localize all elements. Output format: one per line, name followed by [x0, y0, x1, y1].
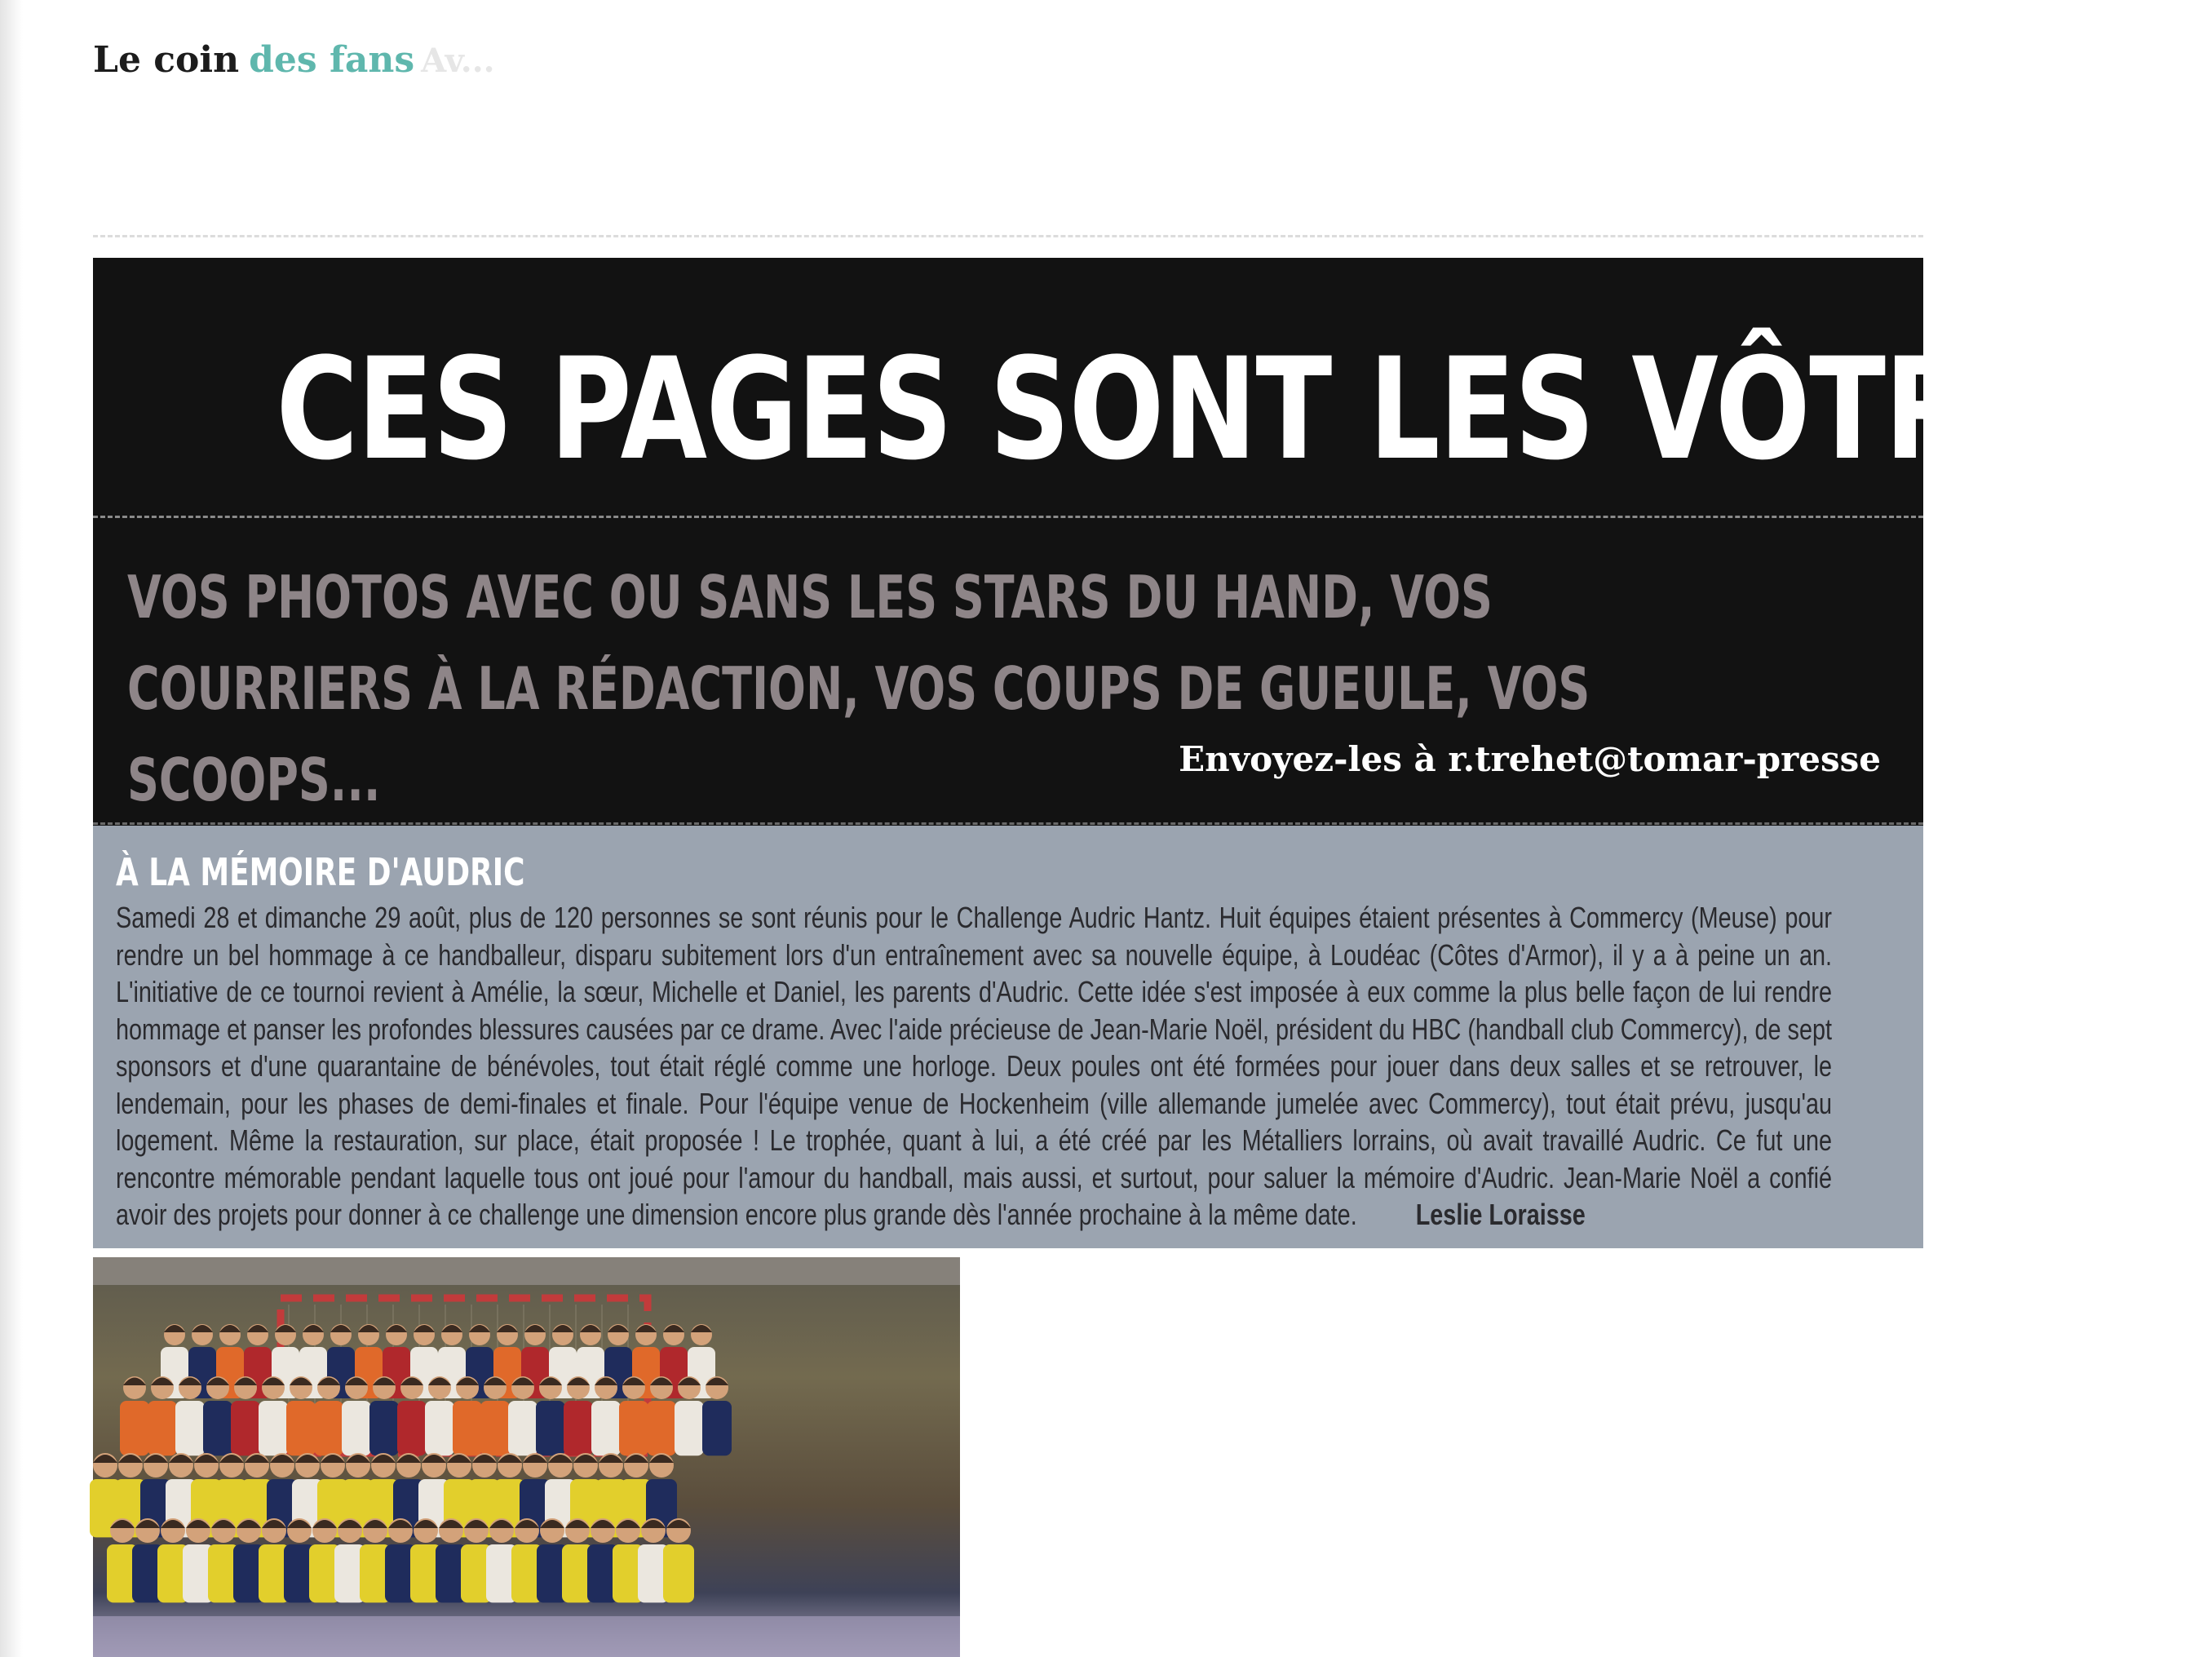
person-hair [691, 1325, 712, 1332]
person-shirt [480, 1401, 510, 1455]
person-hair [303, 1325, 324, 1332]
person-shirt [453, 1401, 482, 1455]
person-hair [524, 1325, 546, 1332]
person-shirt [702, 1401, 732, 1455]
section-label-accent: des fans [249, 39, 415, 81]
person-hair [245, 1455, 269, 1463]
person-hair [330, 1325, 352, 1332]
person-shirt [259, 1401, 288, 1455]
person-hair [635, 1325, 657, 1332]
photo-crowd [90, 1324, 732, 1602]
person-shirt [619, 1401, 648, 1455]
person-shirt [286, 1401, 316, 1455]
person-hair [270, 1455, 294, 1463]
person-shirt [175, 1401, 205, 1455]
person-hair [123, 1378, 146, 1386]
article-body [116, 899, 1832, 1234]
person-shirt [663, 1544, 694, 1602]
banner-headline: CES PAGES SONT LES VÔTRES ! [276, 327, 2212, 491]
person-shirt [564, 1401, 593, 1455]
photo-court-floor [93, 1616, 960, 1657]
article-text: Samedi 28 et dimanche 29 août, plus de 120 personnes se sont réunis pour le Challenge Audric Hantz. Huit équipes étaient présentes à Commercy (Meuse) pour rendre un bel hommage à ce handballeur, disparu subitement lors d'un entraînement avec sa nouvelle équipe, à Loudéac (Côtes d'Armor), il y a à peine un an. L'initiative de ce tournoi revient à Amélie, la sœur, Michelle et Daniel, les parents d'Audric. Cette idée s'est imposée à eux comme la plus belle façon de lui rendre hommage et panser les profondes blessures causées par ce drame. Avec l'aide précieuse de Jean-Marie Noël, président du HBC (handball club Commercy), de sept sponsors et d'une quarantaine de bénévoles, tout était réglé comme une horloge. Deux poules ont été formées pour jouer dans deux salles et se retrouver, le lendemain, pour les phases de demi-finales et finale. Pour l'équipe venue de Hockenheim (ville allemande jumelée avec Commercy), tout était prévu, jusqu'au logement. Même la restauration, sur place, était proposée ! Le trophée, quant à lui, a été créé par les Métalliers lorrains, où avait travaillé Audric. Ce fut une rencontre mémorable pendant laquelle tous ont joué pour l'amour du handball, mais aussi, et surtout, pour saluer la mémoire d'Audric. Jean-Marie Noël a confié avoir des projets pour donner à ce challenge une dimension encore plus grande dès l'année prochaine à la même date. [116, 901, 1832, 1231]
person-shirt [231, 1401, 260, 1455]
article-title: À LA MÉMOIRE D'AUDRIC [116, 850, 525, 894]
person-hair [169, 1455, 193, 1463]
person-hair [469, 1325, 490, 1332]
person-hair [552, 1325, 573, 1332]
top-dashed-rule [93, 235, 1923, 237]
team-group-photo [93, 1257, 960, 1657]
person-hair [164, 1325, 185, 1332]
person-shirt [120, 1401, 149, 1455]
person-hair [93, 1455, 117, 1463]
person-shirt [591, 1401, 621, 1455]
person-hair [386, 1325, 407, 1332]
banner-dashed-rule [93, 516, 1923, 518]
page-edge-shadow [0, 0, 23, 1657]
banner-subline: VOS PHOTOS AVEC OU SANS LES STARS DU HAND, VOS COURRIERS À LA RÉDACTION, VOS COUPS DE GUEULE, VOS SCOOPS... [127, 563, 1590, 814]
person-hair [441, 1325, 462, 1332]
person-shirt [203, 1401, 232, 1455]
team-group-photo-drawing [93, 1257, 960, 1657]
person-hair [219, 1325, 241, 1332]
person-hair [608, 1325, 629, 1332]
person-shirt [397, 1401, 427, 1455]
banner-contact-email: Envoyez-les à r.trehet@tomar-presse [1179, 739, 1881, 779]
banner-bottom-rule [93, 822, 1923, 825]
person-shirt [314, 1401, 343, 1455]
person-hair [219, 1455, 244, 1463]
article-byline: Leslie Loraisse [1415, 1198, 1586, 1231]
person-shirt [647, 1401, 676, 1455]
article-box [93, 826, 1923, 1248]
photo-wall-top [93, 1257, 960, 1285]
call-for-submissions-banner [93, 258, 2212, 826]
person-shirt [536, 1401, 565, 1455]
person-shirt [342, 1401, 371, 1455]
person-hair [580, 1325, 601, 1332]
person-shirt [675, 1401, 704, 1455]
person-shirt [148, 1401, 177, 1455]
person-hair [414, 1325, 435, 1332]
person-hair [358, 1325, 379, 1332]
person-hair [118, 1455, 143, 1463]
section-label-bleed: Av... [421, 42, 495, 80]
person-hair [247, 1325, 268, 1332]
person-hair [497, 1325, 518, 1332]
person-shirt [369, 1401, 399, 1455]
person-shirt [425, 1401, 454, 1455]
section-label-dark: Le coin [93, 39, 240, 81]
person-hair [194, 1455, 219, 1463]
person-hair [663, 1325, 684, 1332]
person-hair [144, 1455, 168, 1463]
person-shirt [508, 1401, 538, 1455]
section-label [93, 39, 495, 81]
person-hair [649, 1455, 674, 1463]
person-hair [192, 1325, 213, 1332]
